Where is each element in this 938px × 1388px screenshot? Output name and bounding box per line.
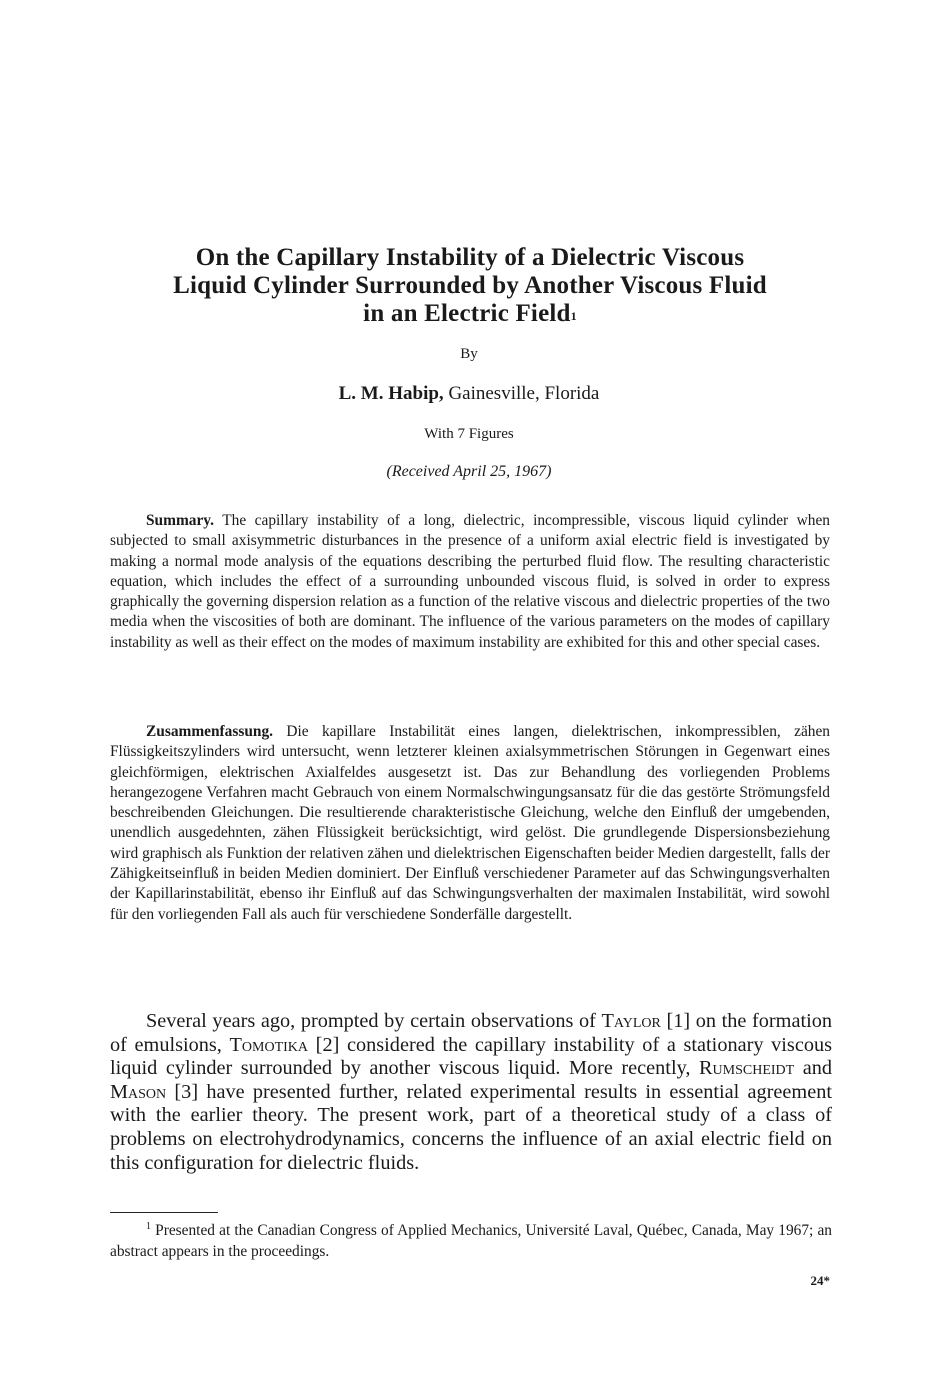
author-name: L. M. Habip, (338, 383, 444, 404)
title-line-2: Liquid Cylinder Surrounded by Another Viscous Fluid (173, 272, 767, 299)
title-line-3-text: in an Electric Field (363, 300, 571, 327)
body-text-2: [1] on the formation of emulsions, (110, 1010, 833, 1056)
summary-label: Summary. (146, 512, 214, 529)
title-line-1: On the Capillary Instability of a Dielectric Viscous (195, 244, 745, 271)
author-line (0, 383, 938, 405)
title-line-3 (120, 300, 820, 328)
footnote-text: Presented at the Canadian Congress of Applied Mechanics, Université Laval, Québec, Canada, May 1967; an abstract appears in the proceedings. (110, 1222, 832, 1260)
zusammenfassung-paragraph (110, 722, 830, 925)
author-location: Gainesville, Florida (448, 383, 600, 404)
footnote (110, 1217, 832, 1262)
footnote-divider (110, 1212, 218, 1213)
zusammenfassung-label: Zusammenfassung. (146, 723, 274, 740)
citation-taylor: Taylor (601, 1010, 661, 1032)
citation-rumscheidt: Rumscheidt (699, 1057, 795, 1080)
footnote-mark: 1 (146, 1221, 151, 1232)
body-text-4: and (794, 1057, 833, 1080)
by-line: By (460, 346, 478, 362)
body-text-1: Several years ago, prompted by certain observations of (146, 1010, 602, 1032)
summary-paragraph (110, 511, 830, 653)
figure-count: With 7 Figures (424, 426, 514, 442)
citation-tomotika: Tomotika (229, 1033, 309, 1056)
page-number: 24* (810, 1273, 830, 1288)
received-date: (Received April 25, 1967) (386, 463, 552, 480)
title-footnote-mark: 1 (570, 309, 577, 323)
body-paragraph (110, 1010, 832, 1175)
citation-mason: Mason (110, 1080, 167, 1103)
summary-text: The capillary instability of a long, dielectric, incompressible, viscous liquid cylinder when subjected to small axisymmetric disturbances in the presence of a uniform axial electric field is investigated by making a normal mode analysis of the equations describing the perturbed fluid flow. The resulting characteristic equation, which includes the effect of a surrounding unbounded viscous fluid, is solved in order to express graphically the governing dispersion relation as a function of the relative viscous and dielectric properties of the two media when the viscosities of both are dominant. The influence of the various parameters on the modes of capillary instability as well as their effect on the modes of maximum instability are exhibited for this and other special cases. (110, 512, 830, 651)
body-text-5: [3] have presented further, related experimental results in essential agreement with the earlier theory. The present work, part of a theoretical study of a class of problems on electrohydrodynamics, concerns the influence of an axial electric field on this configuration for dielectric fluids. (110, 1080, 832, 1174)
paper-title (120, 244, 820, 328)
zusammenfassung-text: Die kapillare Instabilität eines langen, dielektrischen, inkompressiblen, zähen Flüssigkeitszylinders wird untersucht, wenn letzterer kleinen axialsymmetrischen Störungen in Gegenwart eines gleichförmigen, elektrischen Axialfeldes ausgesetzt ist. Das zur Behandlung des vorliegenden Problems herangezogene Verfahren macht Gebrauch von einem Normalschwingungsansatz für die das gestörte Strömungsfeld beschreibenden Gleichungen. Die resultierende charakteristische Gleichung, welche den Einfluß der umgebenden, unendlich ausgedehnten, zähen Flüssigkeit berücksichtigt, wird gelöst. Die grundlegende Dispersionsbeziehung wird graphisch als Funktion der relativen zähen und dielektrischen Eigenschaften beider Medien dargestellt, falls der Zähigkeitseinfluß in beiden Medien dominiert. Der Einfluß verschiedener Parameter auf das Schwingungsverhalten der Kapillarinstabilität, ebenso ihr Einfluß auf das Schwingungsverhalten der maximalen Instabilität, wird sowohl für den vorliegenden Fall als auch für verschiedene Sonderfälle dargestellt. (110, 723, 830, 923)
body-text-3: [2] considered the capillary instability of a stationary viscous liquid cylinder surrounded by another viscous liquid. More recently, (110, 1033, 832, 1080)
